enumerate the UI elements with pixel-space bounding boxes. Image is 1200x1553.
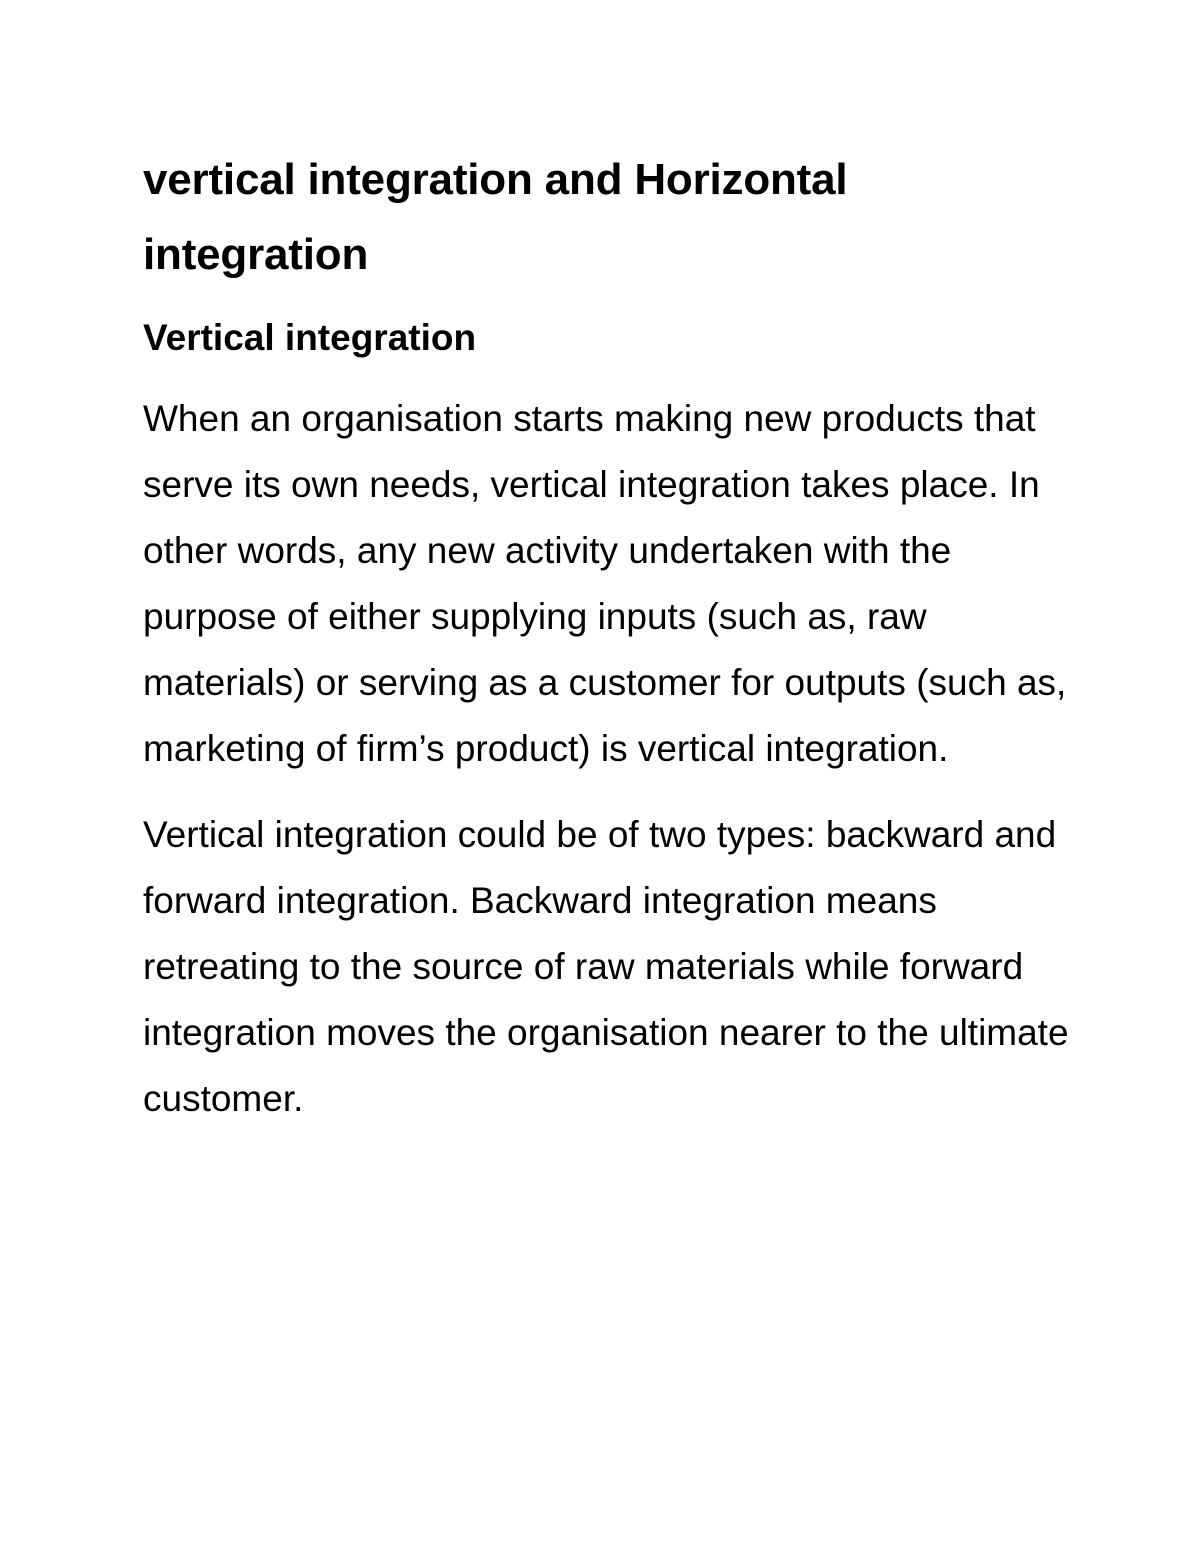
paragraph-types: Vertical integration could be of two types: backward and forward integration. Backward integration means retreating to the source of raw materials while forward integration moves the organisation nearer to the ultimate customer. bbox=[143, 814, 1069, 1119]
section-heading: Vertical integration bbox=[143, 317, 477, 358]
document-title: vertical integration and Horizontal integration bbox=[143, 155, 848, 279]
document-content bbox=[143, 142, 1073, 1132]
paragraph-definition: When an organisation starts making new products that serve its own needs, vertical integration takes place. In other words, any new activity undertaken with the purpose of either supplying inputs (such as, raw materials) or serving as a customer for outputs (such as, marketing of firm’s product) is vertical integration. bbox=[143, 398, 1067, 769]
